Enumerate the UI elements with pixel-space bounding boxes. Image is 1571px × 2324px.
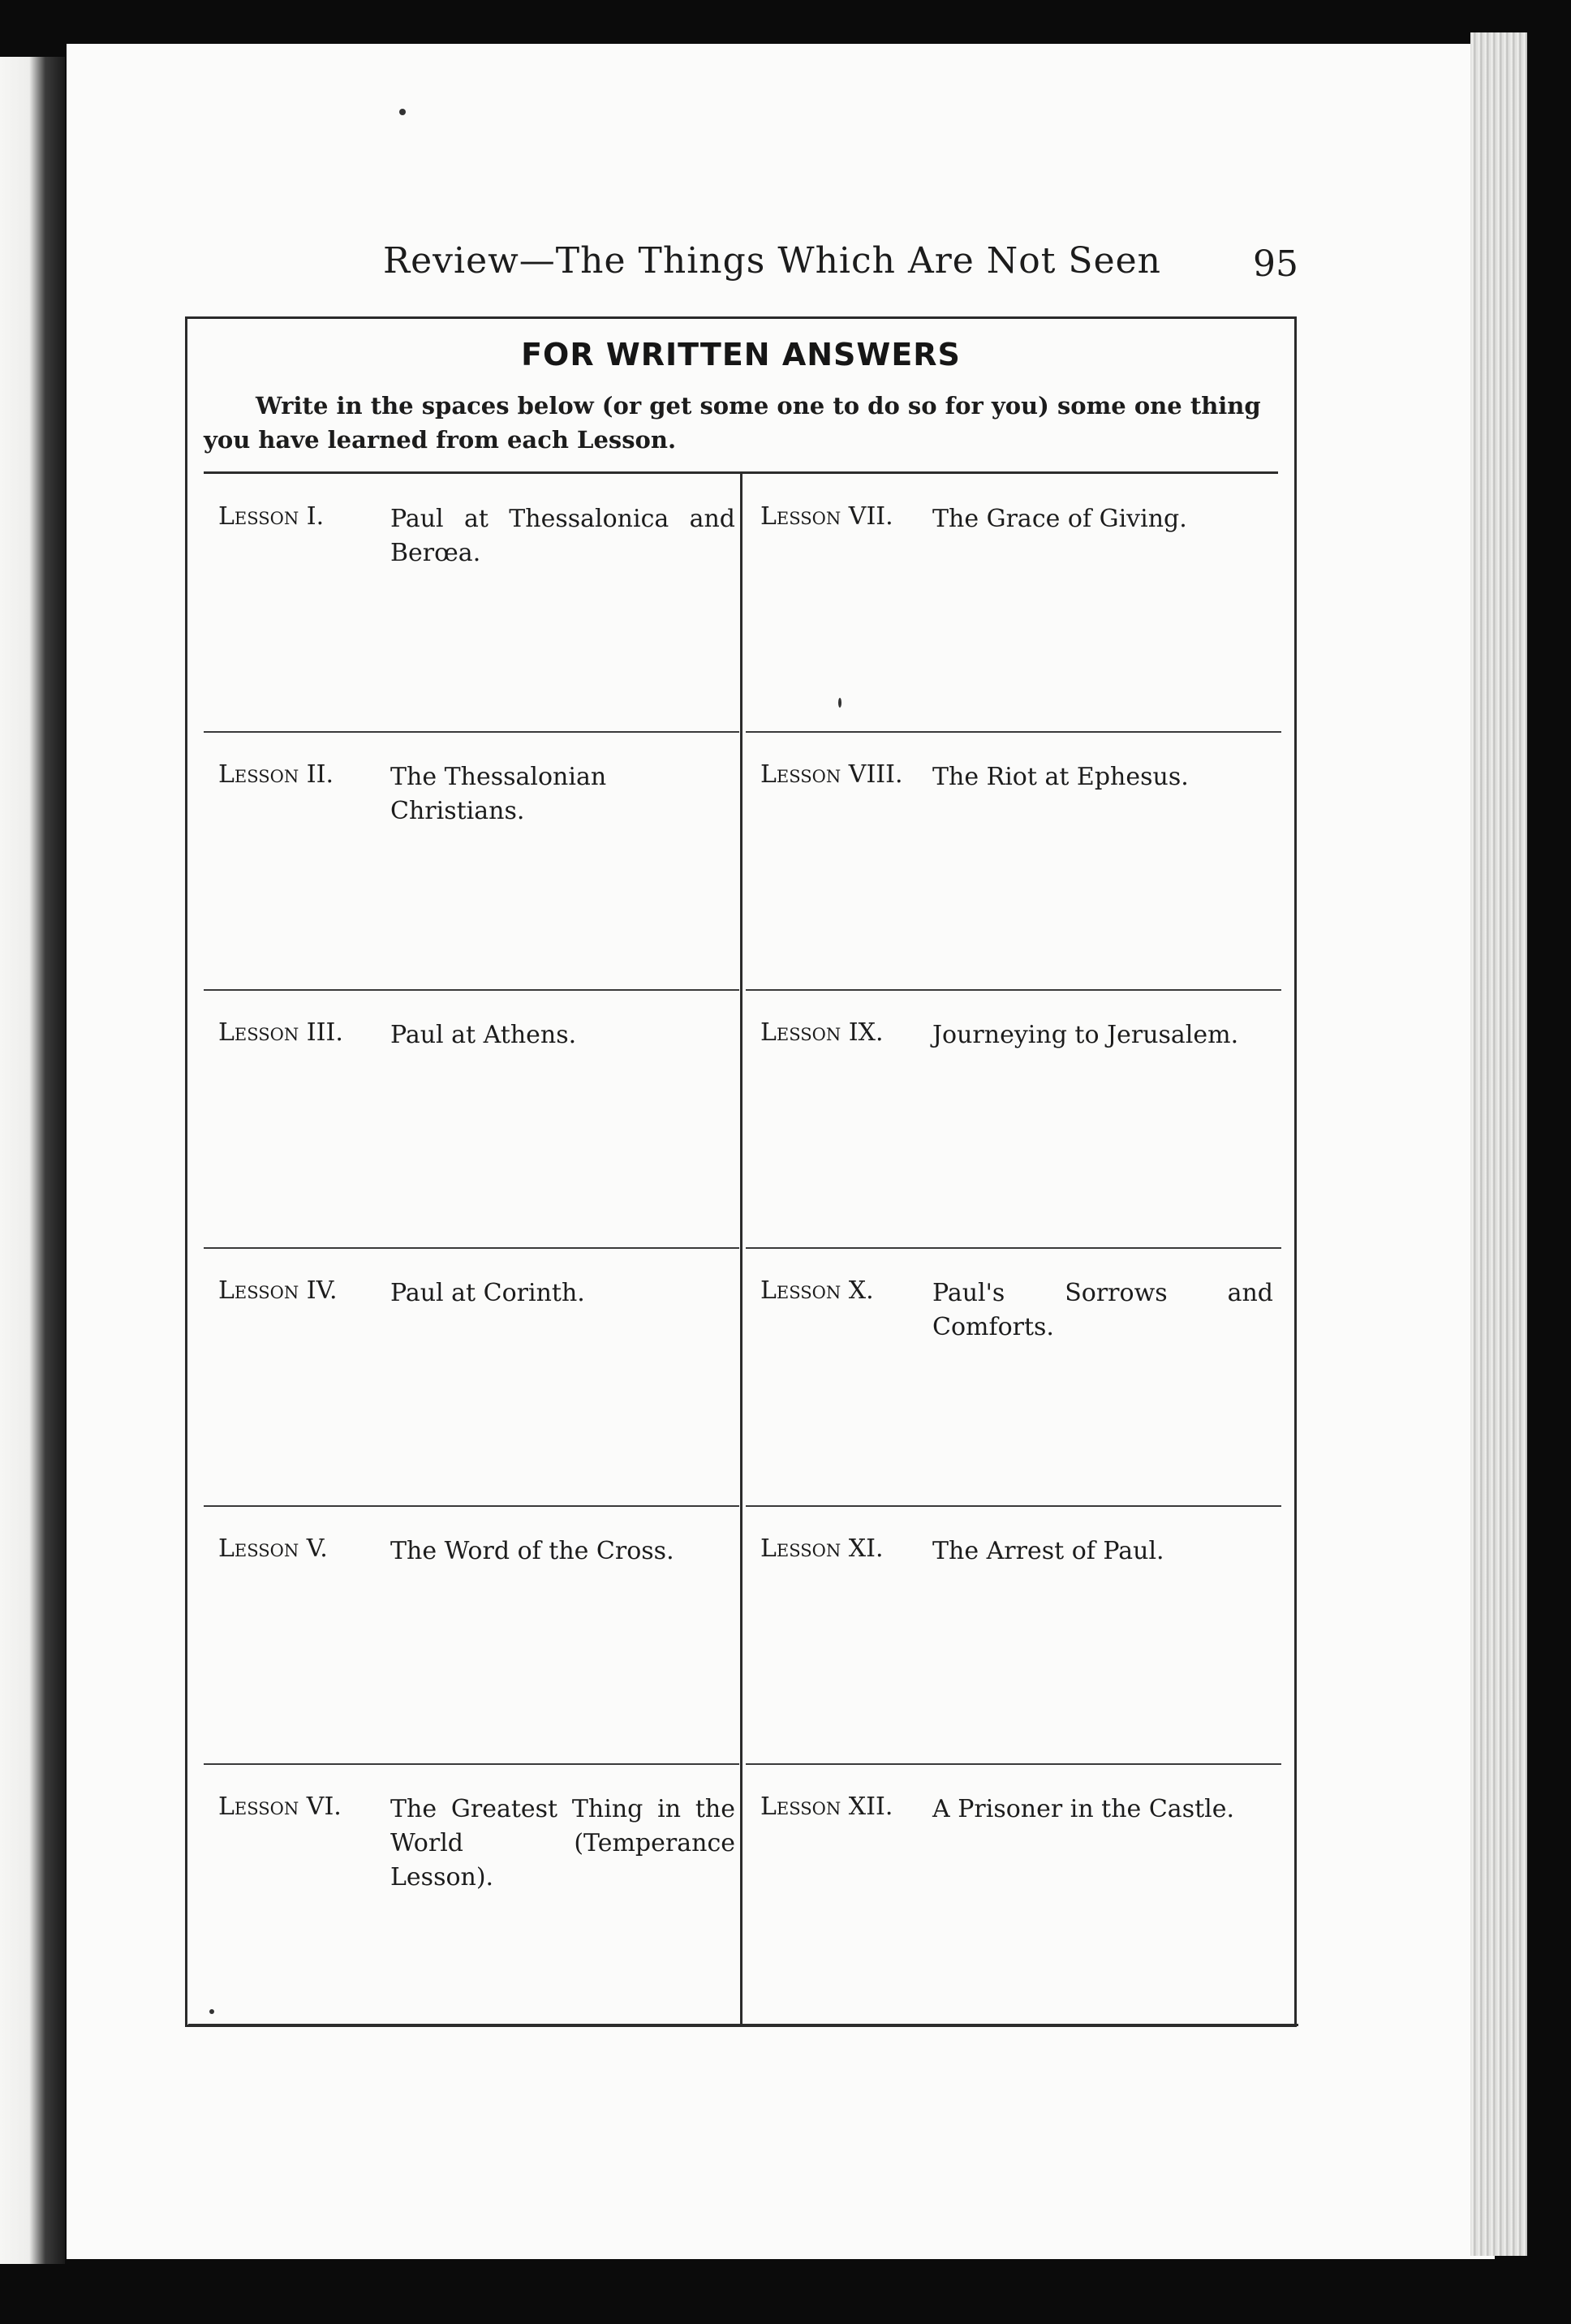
lesson-label: Lesson VI. (218, 1792, 342, 1821)
box-heading: FOR WRITTEN ANSWERS (521, 337, 961, 372)
print-speck (399, 109, 406, 115)
running-title: Review—The Things Which Are Not Seen (383, 240, 1161, 282)
lesson-label: Lesson VIII. (760, 760, 903, 789)
lesson-cell[interactable] (746, 1765, 1281, 2023)
lesson-cell[interactable] (746, 733, 1281, 991)
lesson-label: Lesson VII. (760, 502, 893, 531)
lesson-label: Lesson XI. (760, 1534, 884, 1563)
print-speck (209, 2009, 214, 2014)
lesson-title: The Grace of Giving. (932, 505, 1187, 533)
facing-page-edge (0, 57, 65, 2264)
lesson-cell[interactable] (204, 1507, 739, 1765)
lesson-title: The Word of the Cross. (390, 1537, 674, 1565)
page-number: 95 (1253, 243, 1298, 285)
lesson-label: Lesson IV. (218, 1276, 338, 1305)
lesson-cell[interactable] (204, 475, 739, 733)
lesson-label: Lesson X. (760, 1276, 874, 1305)
lesson-cell[interactable] (746, 991, 1281, 1249)
lesson-title: Paul's Sorrows and Comforts. (932, 1279, 1273, 1341)
lesson-label: Lesson XII. (760, 1792, 893, 1821)
lesson-label: Lesson III. (218, 1018, 343, 1047)
lesson-cell[interactable] (204, 733, 739, 991)
instructions-text: Write in the spaces below (or get some one to do so for you) some one thing you have learned from each Lesson. (204, 392, 1261, 454)
lesson-title: Paul at Athens. (390, 1021, 577, 1049)
lesson-label: Lesson II. (218, 760, 334, 789)
bottom-rule (188, 2024, 1298, 2026)
print-speck (838, 698, 841, 708)
lesson-cell[interactable] (746, 1507, 1281, 1765)
running-head (0, 240, 1571, 289)
lesson-cell[interactable] (204, 1249, 739, 1507)
column-divider (740, 473, 742, 2027)
lesson-title: Paul at Thessalonica and Berœa. (390, 505, 735, 567)
lesson-cell[interactable] (204, 991, 739, 1249)
lesson-cell[interactable] (746, 1249, 1281, 1507)
page-stack-edge (1470, 32, 1527, 2256)
lesson-label: Lesson V. (218, 1534, 328, 1563)
written-answers-box (185, 316, 1297, 2027)
lesson-title: Paul at Corinth. (390, 1279, 585, 1307)
lesson-cell[interactable] (746, 475, 1281, 733)
lesson-title: A Prisoner in the Castle. (932, 1795, 1235, 1823)
lesson-title: The Riot at Ephesus. (932, 763, 1189, 791)
lesson-title: Journeying to Jerusalem. (932, 1021, 1239, 1049)
lesson-cell[interactable] (204, 1765, 739, 2023)
lesson-label: Lesson IX. (760, 1018, 884, 1047)
lesson-title: The Greatest Thing in the World (Temperance Lesson). (390, 1795, 735, 1891)
lesson-label: Lesson I. (218, 502, 325, 531)
lesson-title: The Thessalonian Christians. (390, 763, 607, 825)
lesson-title: The Arrest of Paul. (932, 1537, 1164, 1565)
